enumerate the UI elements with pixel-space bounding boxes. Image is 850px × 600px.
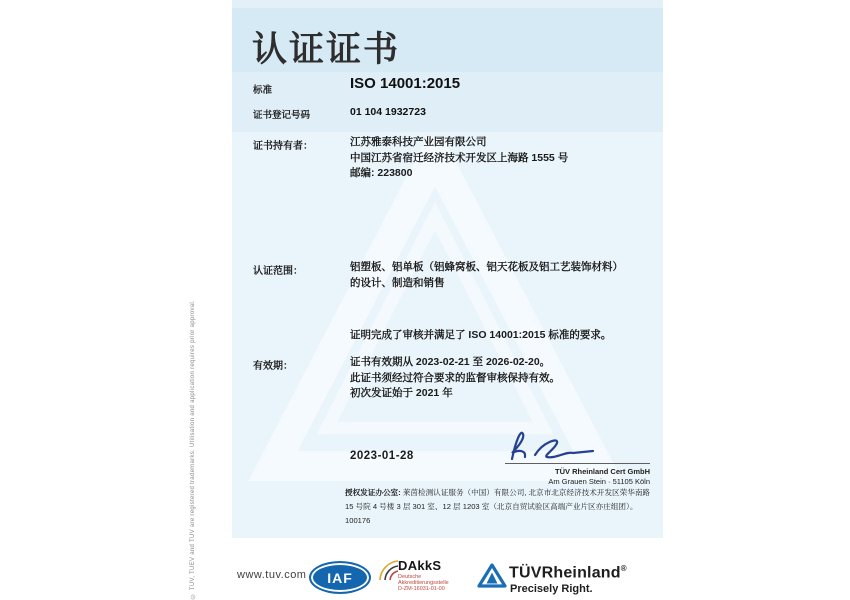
registration-number-label: 证书登记号码	[253, 110, 311, 121]
holder-postal: 邮编: 223800	[350, 167, 413, 179]
iaf-label: IAF	[327, 569, 353, 586]
standard-value: ISO 14001:2015	[350, 75, 461, 92]
dakks-subtext: Deutsche Akkreditierungsstelle D-ZM-16031-01-00	[398, 574, 449, 592]
tuv-tagline: Precisely Right.	[510, 583, 593, 595]
authorization-label: 授权发证办公室:	[345, 488, 401, 497]
validity-block	[350, 355, 560, 402]
holder-label: 证书持有者：	[253, 141, 313, 152]
validity-label: 有效期：	[253, 361, 293, 372]
panel-top-strip	[232, 0, 663, 8]
tuv-website-text: www.tuv.com	[237, 569, 307, 581]
authorization-line1: 授权发证办公室: 莱茵检测认证服务（中国）有限公司, 北京市北京经济技术开发区荣华南路	[345, 488, 651, 497]
issue-date: 2023-01-28	[350, 450, 414, 462]
validity-line1: 证书有效期从 2023-02-21 至 2026-02-20。	[350, 356, 551, 368]
tuv-rheinland-triangle-icon	[477, 562, 507, 589]
authorization-block	[345, 486, 663, 528]
dakks-logo	[376, 558, 449, 592]
holder-block	[350, 135, 568, 182]
dakks-wordmark: DAkkS	[398, 558, 442, 573]
standard-label: 标准	[253, 85, 273, 96]
scope-line1: 铝塑板、铝单板（铝蜂窝板、铝天花板及铝工艺装饰材料）	[350, 261, 623, 273]
signature-icon	[505, 424, 605, 466]
signer-address: Am Grauen Stein · 51105 Köln	[548, 476, 650, 486]
authorization-line2: 15 号院 4 号楼 3 层 301 室、12 层 1203 室（北京自贸试验区高端产业片区亦庄组团）。	[345, 501, 638, 511]
audit-statement: 证明完成了审核并满足了 ISO 14001:2015 标准的要求。	[350, 329, 612, 341]
holder-address: 中国江苏省宿迁经济技术开发区上海路 1555 号	[350, 151, 569, 164]
signature-line	[505, 463, 650, 464]
registration-number-value: 01 104 1932723	[350, 106, 426, 118]
validity-line2: 此证书须经过符合要求的监督审核保持有效。	[350, 371, 560, 384]
registered-trademark-symbol: ®	[620, 564, 627, 573]
copyright-side-note: © TÜV, TUEV and TUV are registered trademarks. Utilisation and application requires prior approval.	[190, 299, 196, 598]
dakks-arcs-icon	[376, 558, 398, 588]
signer-organization: TÜV Rheinland Cert GmbH	[554, 467, 650, 476]
scope-block	[350, 260, 623, 291]
certificate-title: 认证证书	[252, 30, 401, 69]
validity-line3: 初次发证始于 2021 年	[350, 387, 453, 399]
authorization-postal-code: 100176	[345, 516, 371, 525]
signer-block	[505, 467, 650, 486]
scope-label: 认证范围：	[253, 266, 303, 277]
iaf-logo	[309, 561, 371, 594]
holder-name: 江苏雅泰科技产业园有限公司	[350, 136, 487, 148]
scope-line2: 的设计、制造和销售	[350, 276, 445, 289]
tuv-rheinland-wordmark: TÜVRheinland®	[509, 564, 627, 582]
